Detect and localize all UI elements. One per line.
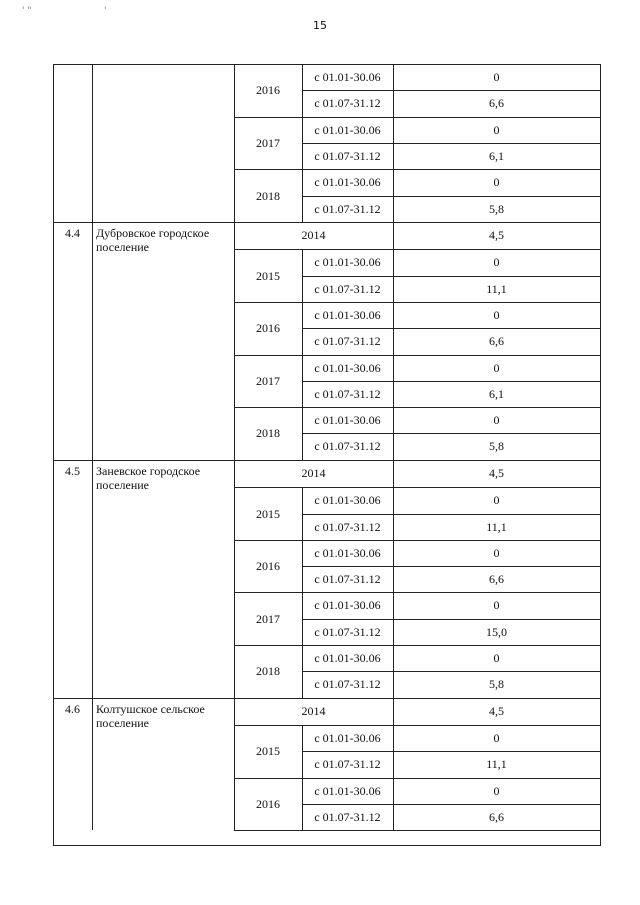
value-cell: 5,8 (489, 677, 504, 692)
period-cell: с 01.01-30.06 (314, 307, 381, 322)
grid-line (302, 143, 600, 144)
grid-line (302, 196, 600, 197)
value-cell: 5,8 (489, 439, 504, 454)
period-cell: с 01.01-30.06 (314, 360, 381, 375)
year-cell: 2016 (256, 83, 280, 98)
period-cell: с 01.01-30.06 (314, 255, 381, 270)
period-cell: с 01.07-31.12 (314, 624, 381, 639)
scan-mark: ' (104, 6, 107, 16)
period-cell: с 01.01-30.06 (314, 493, 381, 508)
grid-line (302, 619, 600, 620)
value-cell: 0 (493, 175, 500, 190)
grid-line (234, 487, 600, 488)
value-cell: 0 (493, 70, 500, 84)
section-number: 4.4 (65, 225, 80, 240)
value-cell: 0 (493, 545, 500, 560)
grid-line (302, 514, 600, 515)
table-border-bottom (53, 845, 600, 846)
grid-line (92, 460, 93, 698)
period-cell: с 01.01-30.06 (314, 651, 381, 665)
value-cell: 0 (493, 413, 500, 428)
value-cell: 4,5 (489, 465, 504, 480)
grid-line (234, 460, 235, 698)
grid-line (234, 778, 600, 779)
value-cell: 0 (493, 307, 500, 322)
value-cell: 6,1 (489, 386, 504, 401)
period-cell: с 01.07-31.12 (314, 148, 381, 163)
grid-line (302, 433, 600, 434)
period-cell: с 01.07-31.12 (314, 439, 381, 454)
period-cell: с 01.07-31.12 (314, 96, 381, 111)
period-cell: с 01.07-31.12 (314, 757, 381, 772)
section-name: Колтушское сельское поселение (96, 701, 205, 730)
value-cell: 11,1 (486, 519, 507, 534)
value-cell: 11,1 (486, 281, 507, 296)
grid-line (234, 407, 600, 408)
table-border-right (600, 64, 601, 846)
grid-line (92, 222, 93, 460)
year-cell: 2014 (301, 465, 326, 480)
section-number: 4.5 (65, 463, 80, 478)
grid-line (302, 671, 600, 672)
grid-line (302, 328, 600, 329)
grid-line (92, 64, 93, 222)
value-cell: 0 (493, 255, 500, 270)
value-cell: 5,8 (489, 201, 504, 216)
section-divider (53, 460, 600, 461)
grid-line (302, 276, 600, 277)
value-cell: 4,5 (489, 703, 504, 718)
grid-line (234, 830, 600, 831)
value-cell: 6,6 (489, 572, 504, 587)
grid-line (302, 804, 600, 805)
table-border-top (53, 64, 600, 65)
grid-line (302, 566, 600, 567)
period-cell: с 01.01-30.06 (314, 175, 381, 190)
grid-line (302, 64, 303, 222)
grid-line (234, 302, 600, 303)
value-cell: 0 (493, 598, 500, 613)
grid-line (234, 355, 600, 356)
grid-line (92, 698, 93, 831)
year-cell: 2015 (256, 744, 280, 759)
period-cell: с 01.07-31.12 (314, 519, 381, 534)
year-cell: 2017 (256, 611, 280, 626)
period-cell: с 01.07-31.12 (314, 386, 381, 401)
section-name: Заневское городское поселение (96, 463, 201, 492)
grid-line (234, 169, 600, 170)
grid-line (302, 487, 303, 697)
grid-line (234, 698, 235, 831)
grid-line (302, 381, 600, 382)
table-border-left (53, 64, 54, 846)
grid-line (302, 90, 600, 91)
grid-line (234, 725, 600, 726)
year-cell: 2017 (256, 135, 280, 150)
grid-line (302, 751, 600, 752)
value-cell: 11,1 (486, 757, 507, 772)
value-cell: 15,0 (486, 624, 507, 639)
value-cell: 4,5 (489, 227, 504, 242)
grid-line (234, 222, 235, 460)
year-cell: 2016 (256, 797, 280, 811)
period-cell: с 01.01-30.06 (314, 122, 381, 137)
period-cell: с 01.07-31.12 (314, 281, 381, 296)
grid-line (234, 117, 600, 118)
value-cell: 0 (493, 360, 500, 375)
section-divider (53, 222, 600, 223)
year-cell: 2015 (256, 506, 280, 521)
grid-line (234, 249, 600, 250)
grid-line (234, 540, 600, 541)
period-cell: с 01.07-31.12 (314, 677, 381, 692)
value-cell: 0 (493, 731, 500, 746)
year-cell: 2016 (256, 321, 280, 336)
section-divider (53, 698, 600, 699)
value-cell: 0 (493, 122, 500, 137)
value-cell: 0 (493, 651, 500, 665)
period-cell: с 01.01-30.06 (314, 545, 381, 560)
year-cell: 2018 (256, 188, 280, 203)
grid-line (393, 222, 394, 460)
year-cell: 2014 (301, 703, 326, 718)
year-cell: 2017 (256, 373, 280, 388)
year-cell: 2015 (256, 268, 280, 283)
period-cell: с 01.07-31.12 (314, 810, 381, 824)
grid-line (234, 592, 600, 593)
period-cell: с 01.07-31.12 (314, 572, 381, 587)
period-cell: с 01.01-30.06 (314, 731, 381, 746)
grid-line (234, 645, 600, 646)
grid-line (302, 249, 303, 459)
grid-line (302, 725, 303, 830)
scan-mark: ' " (22, 6, 32, 16)
period-cell: с 01.01-30.06 (314, 783, 381, 798)
value-cell: 6,6 (489, 334, 504, 349)
value-cell: 6,6 (489, 810, 504, 824)
year-cell: 2016 (256, 559, 280, 574)
value-cell: 6,6 (489, 96, 504, 111)
year-cell: 2018 (256, 426, 280, 441)
year-cell: 2014 (301, 227, 326, 242)
tariff-table (53, 64, 600, 845)
value-cell: 6,1 (489, 148, 504, 163)
section-name: Дубровское городское поселение (96, 225, 210, 254)
year-cell: 2018 (256, 664, 280, 679)
period-cell: с 01.07-31.12 (314, 334, 381, 349)
grid-line (234, 64, 235, 222)
section-number: 4.6 (65, 701, 80, 716)
page-number: 15 (313, 19, 327, 32)
grid-line (393, 64, 394, 222)
period-cell: с 01.07-31.12 (314, 201, 381, 216)
period-cell: с 01.01-30.06 (314, 70, 381, 84)
grid-line (393, 460, 394, 698)
value-cell: 0 (493, 783, 500, 798)
period-cell: с 01.01-30.06 (314, 598, 381, 613)
period-cell: с 01.01-30.06 (314, 413, 381, 428)
value-cell: 0 (493, 493, 500, 508)
grid-line (393, 698, 394, 831)
